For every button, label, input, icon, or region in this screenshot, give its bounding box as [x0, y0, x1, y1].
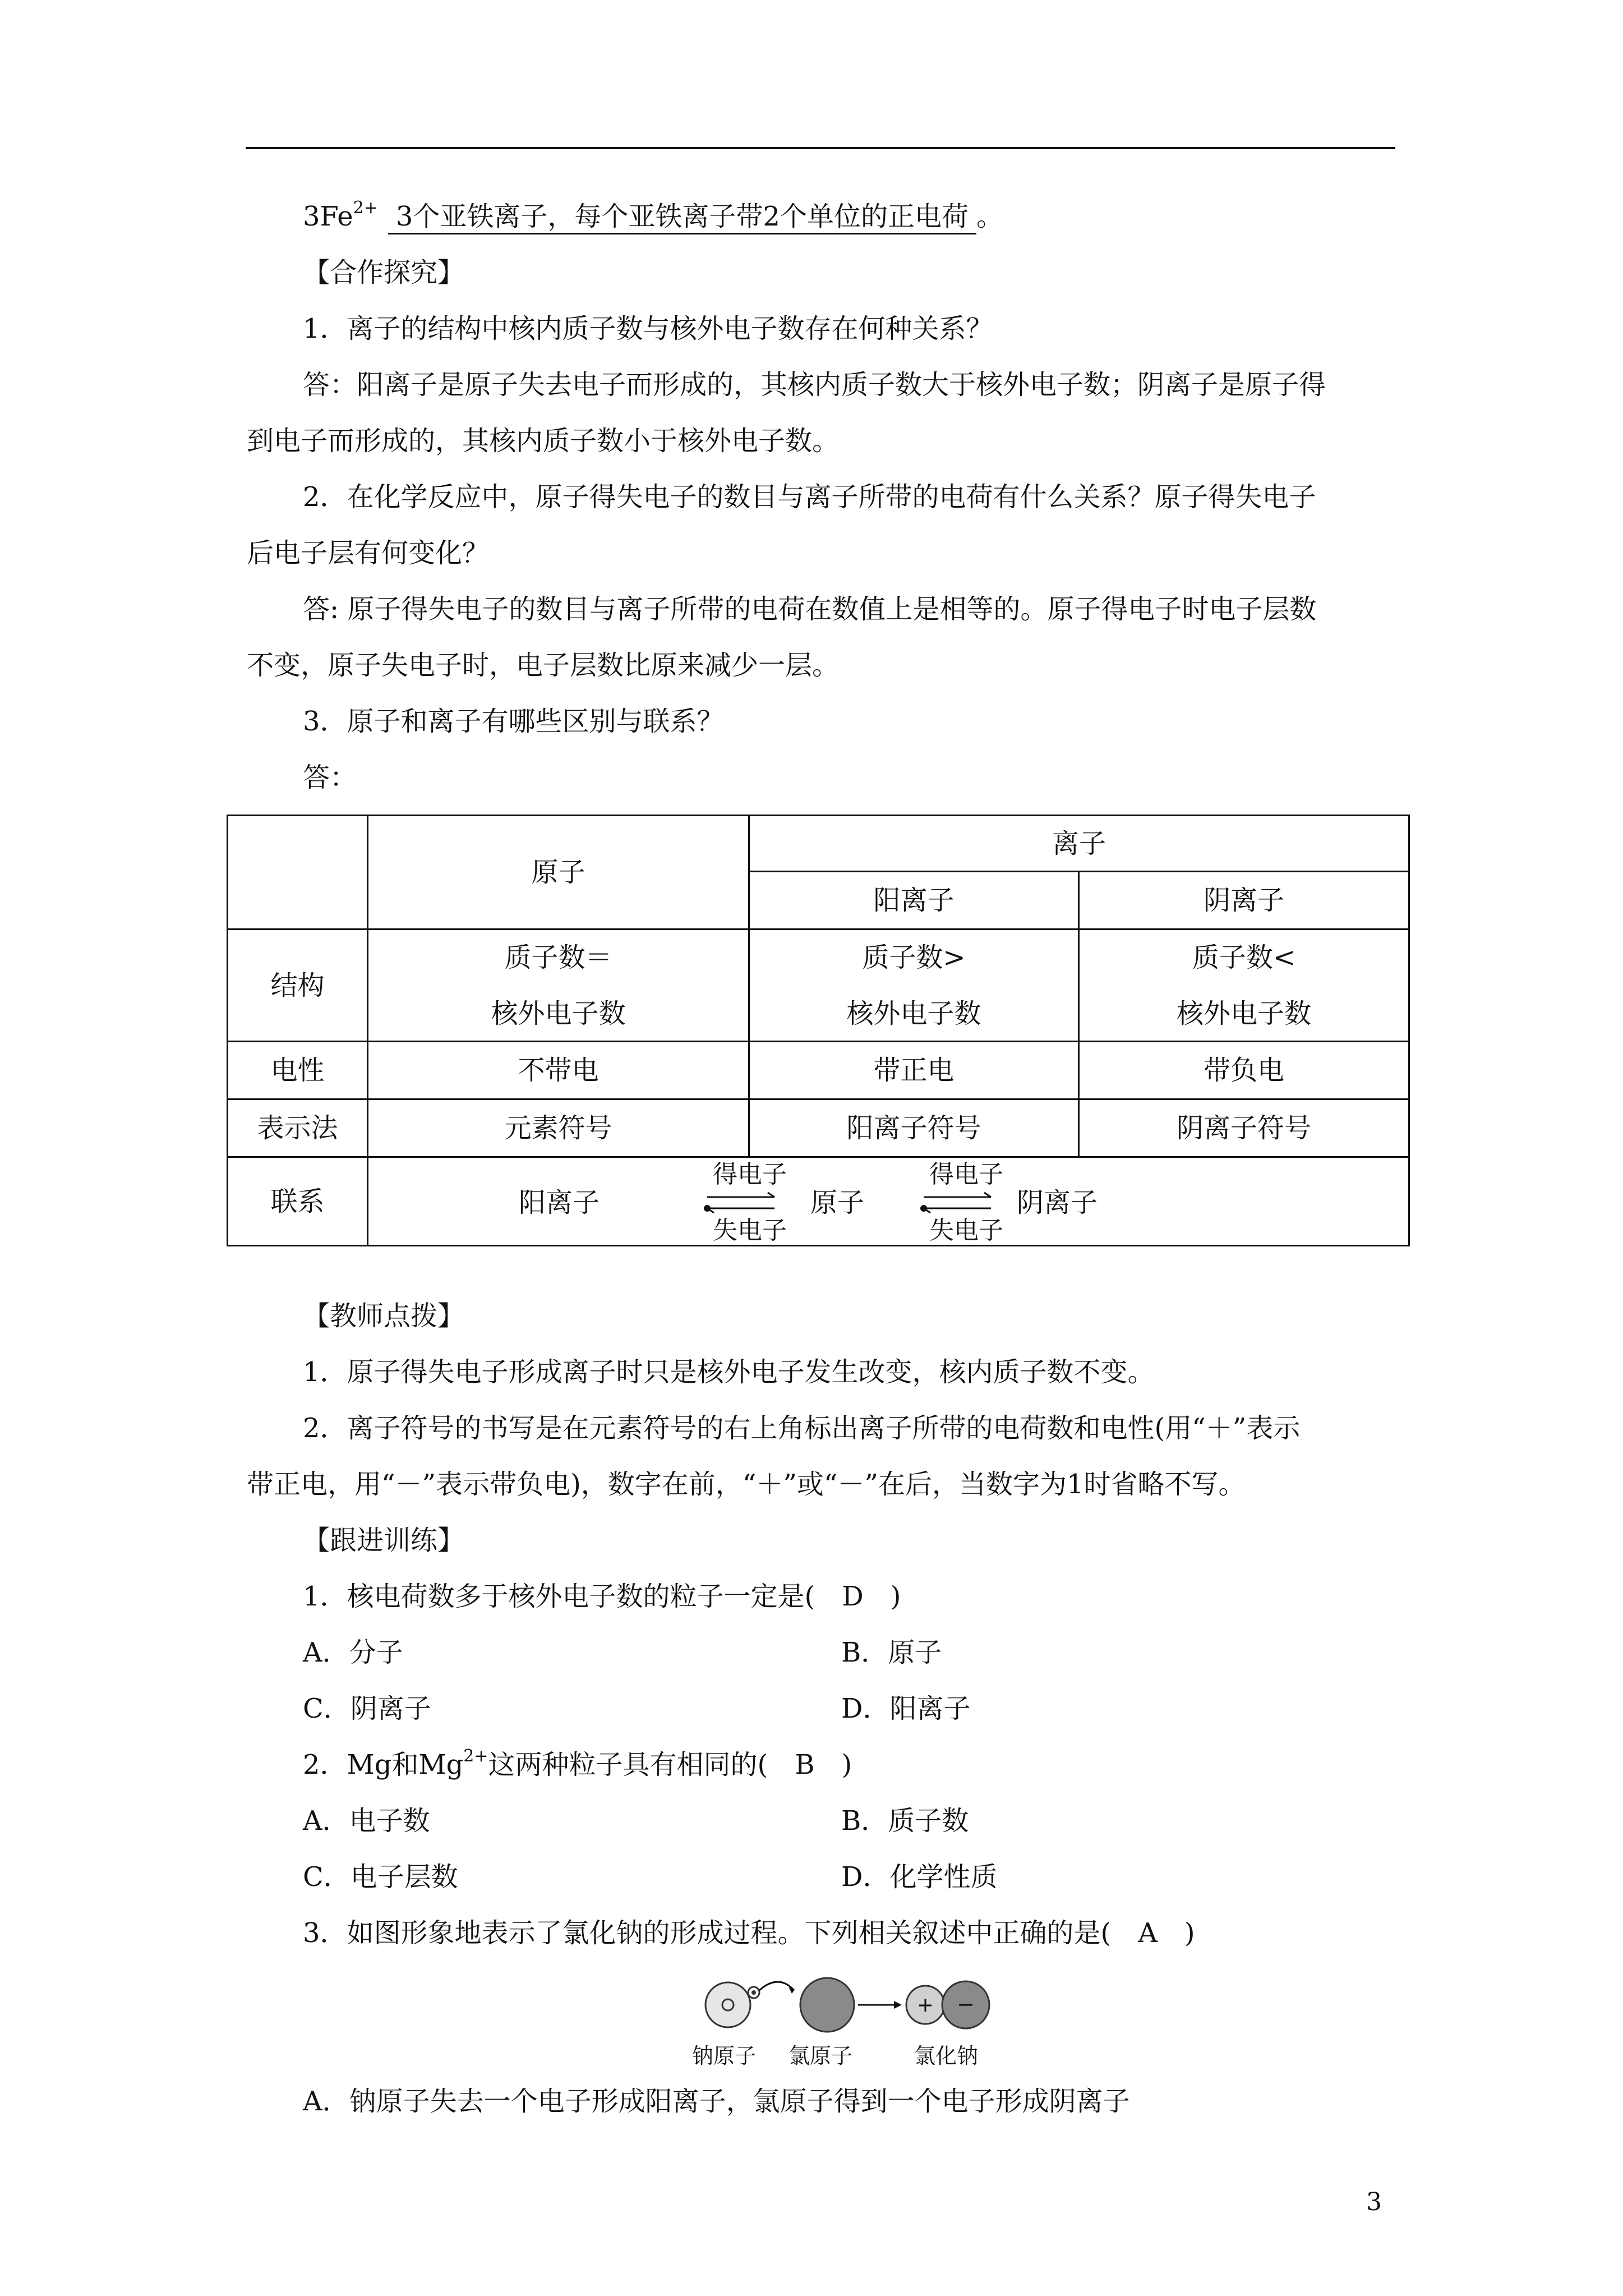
q3-option-a: A．钠原子失去一个电子形成阳离子，氯原子得到一个电子形成阴离子	[303, 2086, 1130, 2117]
nacl-formation-figure	[690, 1976, 1004, 2071]
row-label-relation: 联系	[270, 1185, 325, 1217]
question-3: 3．原子和离子有哪些区别与联系？	[303, 706, 724, 737]
relation-lose-2: 失电子	[929, 1216, 1003, 1245]
q2-option-b: B．质子数	[841, 1805, 969, 1837]
atom-notation: 元素符号	[504, 1112, 612, 1144]
question-2-line-2: 后电子层有何变化？	[247, 537, 490, 569]
teacher-point-1: 1．原子得失电子形成离子时只是核外电子发生改变，核内质子数不变。	[303, 1356, 1155, 1388]
training-q2	[303, 1748, 852, 1782]
anion-notation: 阴离子符号	[1176, 1112, 1311, 1144]
atom-structure	[368, 930, 748, 1041]
nacl-diagram	[690, 1976, 1004, 2037]
fe-ion-line	[303, 200, 1003, 234]
teacher-point-2-line-2: 带正电，用“－”表示带负电)，数字在前，“＋”或“－”在后，当数字为1时省略不写。	[247, 1469, 1246, 1500]
relation-cation: 阳离子	[519, 1187, 600, 1218]
section-training: 【跟进训练】	[303, 1525, 465, 1556]
header-ion: 离子	[1052, 827, 1106, 859]
q2-charge: 2+	[463, 1746, 488, 1766]
q1-option-d: D．阳离子	[841, 1693, 971, 1724]
q2-text-a: 2．Mg和Mg	[303, 1749, 464, 1780]
atom-structure-line-1: 质子数＝	[504, 941, 612, 973]
q2-option-c: C．电子层数	[303, 1861, 458, 1893]
cation-structure	[750, 930, 1078, 1041]
cation-charge: 带正电	[873, 1055, 955, 1086]
atom-charge: 不带电	[518, 1055, 599, 1086]
cation-notation: 阳离子符号	[846, 1112, 981, 1144]
relation-lose-1: 失电子	[713, 1216, 787, 1245]
row-label-structure: 结构	[270, 969, 325, 1001]
q2-text-b: 这两种粒子具有相同的( B )	[488, 1749, 852, 1780]
anion-charge: 带负电	[1203, 1055, 1284, 1086]
anion-structure-line-1: 质子数<	[1192, 941, 1296, 973]
answer-3-label: 答：	[303, 762, 357, 793]
answer-1-line-2: 到电子而形成的，其核内质子数小于核外电子数。	[247, 425, 840, 457]
label-sodium-chloride: 氯化钠	[914, 2044, 979, 2068]
section-cooperation: 【合作探究】	[303, 257, 465, 288]
question-2-line-1: 2．在化学反应中，原子得失电子的数目与离子所带的电荷有什么关系？原子得失电子	[303, 481, 1316, 513]
cation-structure-line-1: 质子数>	[862, 941, 966, 973]
reversible-arrow-1	[702, 1190, 780, 1215]
atom-ion-table	[227, 815, 1410, 1246]
answer-2-line-2: 不变，原子失电子时，电子层数比原来减少一层。	[247, 650, 840, 681]
anion-structure-line-2: 核外电子数	[1176, 997, 1311, 1029]
relation-anion: 阴离子	[1017, 1187, 1098, 1218]
minus-sign: −	[957, 1992, 975, 2017]
q1-option-c: C．阴离子	[303, 1693, 431, 1724]
answer-2-line-1: 答: 原子得失电子的数目与离子所带的电荷在数值上是相等的。原子得电子时电子层数	[303, 593, 1317, 625]
cation-structure-line-2: 核外电子数	[846, 997, 981, 1029]
header-anion: 阴离子	[1203, 885, 1284, 916]
anion-structure	[1080, 930, 1408, 1041]
page-number: 3	[1366, 2188, 1382, 2216]
plus-sign: +	[916, 1994, 934, 2017]
teacher-point-2-line-1: 2．离子符号的书写是在元素符号的右上角标出离子所带的电荷数和电性(用“＋”表示	[303, 1412, 1301, 1444]
reversible-arrow-2	[918, 1190, 997, 1215]
fe-answer: 3个亚铁离子，每个亚铁离子带2个单位的正电荷	[395, 201, 969, 232]
row-label-notation: 表示法	[257, 1112, 338, 1144]
training-q1: 1．核电荷数多于核外电子数的粒子一定是( D )	[303, 1581, 901, 1612]
header-atom: 原子	[531, 857, 585, 888]
q1-option-a: A．分子	[303, 1637, 403, 1668]
atom-structure-line-2: 核外电子数	[491, 997, 626, 1029]
fe-charge: 2+	[353, 198, 378, 218]
relation-diagram	[368, 1158, 1408, 1245]
header-cation: 阳离子	[873, 885, 955, 916]
question-1: 1．离子的结构中核内质子数与核外电子数存在何种关系？	[303, 313, 993, 344]
label-chlorine-atom: 氯原子	[789, 2044, 853, 2068]
section-teacher: 【教师点拨】	[303, 1300, 465, 1332]
fe-suffix: 。	[976, 201, 1003, 232]
q2-option-a: A．电子数	[303, 1805, 430, 1837]
answer-1-line-1: 答：阳离子是原子失去电子而形成的，其核内质子数大于核外电子数；阴离子是原子得	[303, 369, 1326, 401]
label-sodium-atom: 钠原子	[692, 2044, 757, 2068]
fe-symbol: 3Fe	[303, 201, 353, 232]
training-q3: 3．如图形象地表示了氯化钠的形成过程。下列相关叙述中正确的是( A )	[303, 1917, 1195, 1949]
relation-gain-1: 得电子	[713, 1160, 787, 1189]
header-rule	[246, 147, 1395, 149]
relation-atom: 原子	[810, 1187, 865, 1218]
q2-option-d: D．化学性质	[841, 1861, 998, 1893]
q1-option-b: B．原子	[841, 1637, 942, 1668]
relation-gain-2: 得电子	[929, 1160, 1003, 1189]
row-label-charge: 电性	[270, 1055, 325, 1086]
